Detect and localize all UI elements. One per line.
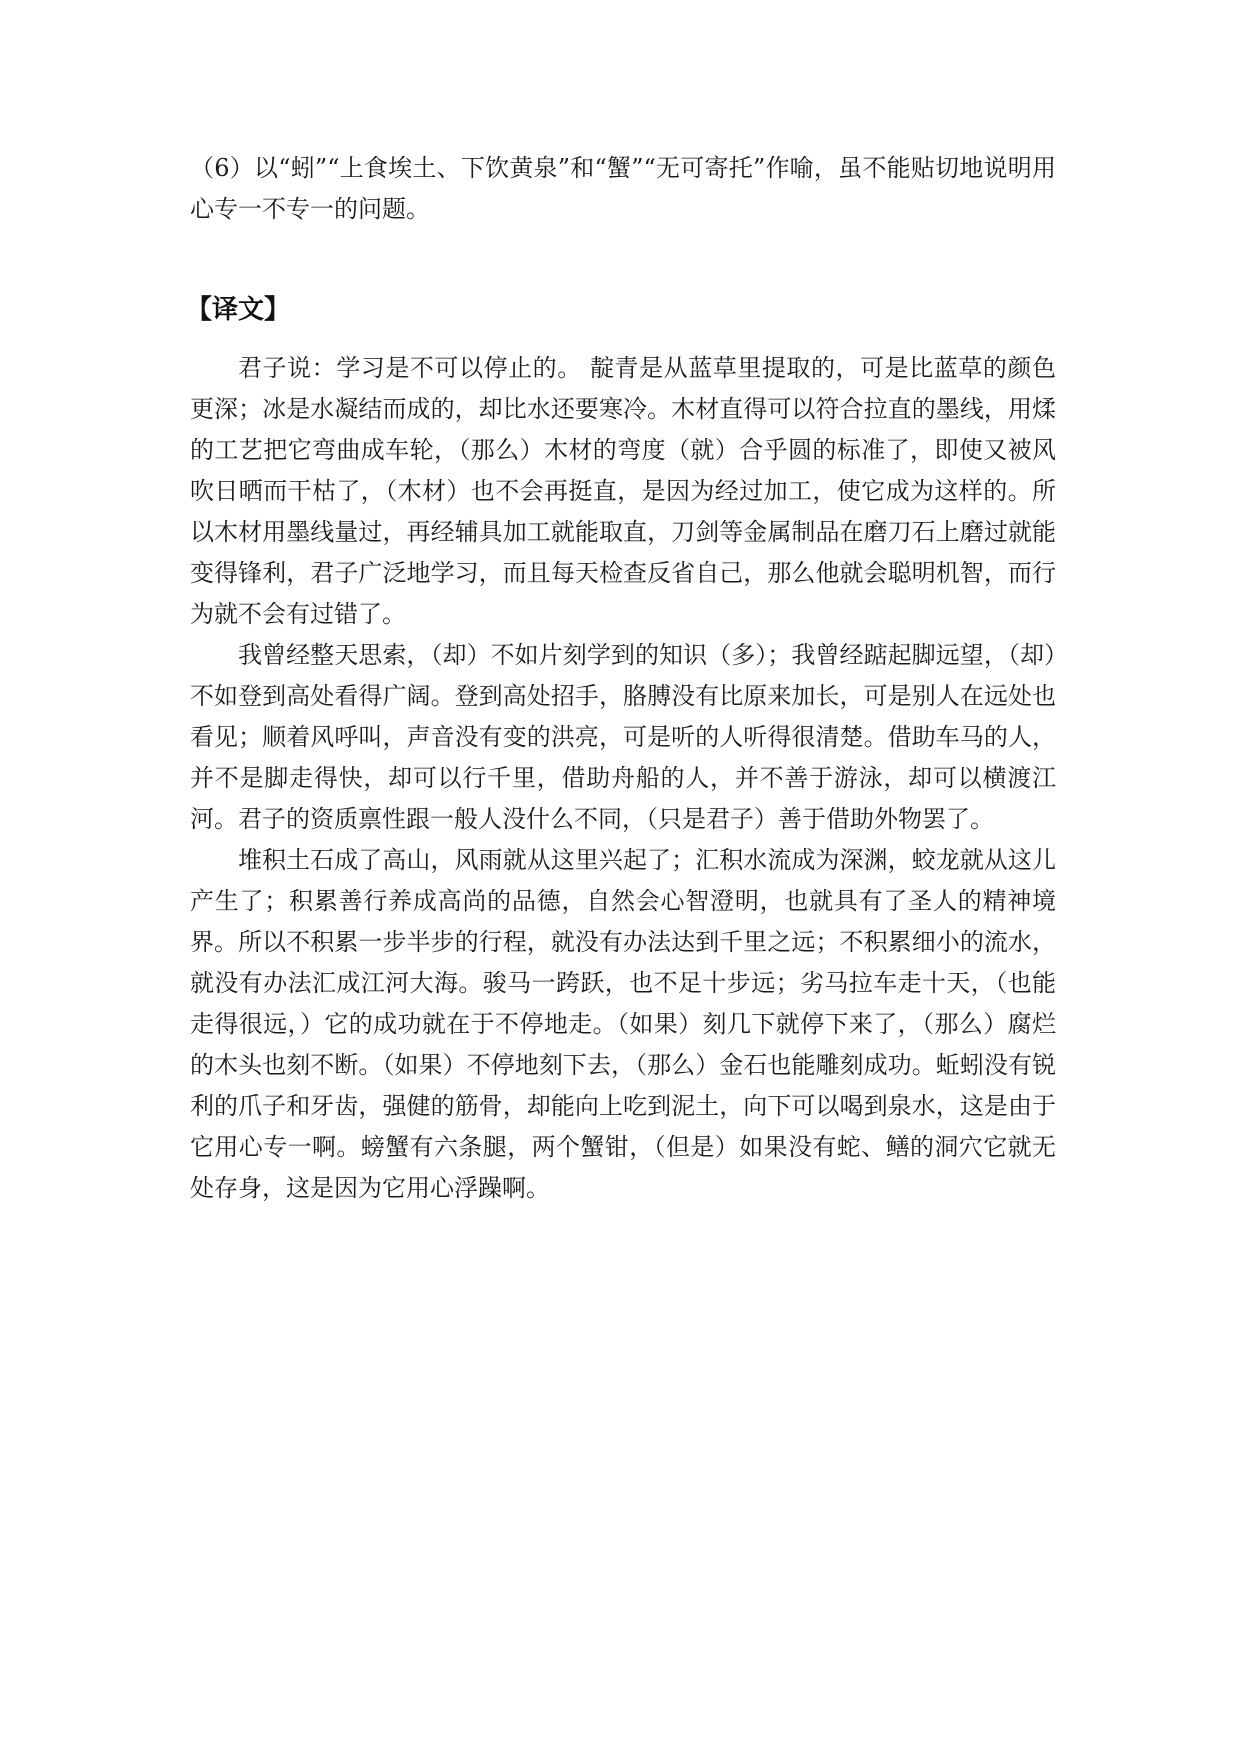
annotation-note-6 — [190, 148, 1056, 230]
translation-paragraph-2: 我曾经整天思索，（却）不如片刻学到的知识（多）；我曾经踮起脚远望，（却）不如登到高处看得广阔。登到高处招手，胳膊没有比原来加长，可是别人在远处也看见；顺着风呼叫，声音没有变的洪亮，可是听的人听得很清楚。借助车马的人，并不是脚走得快，却可以行千里，借助舟船的人，并不善于游泳，却可以横渡江河。君子的资质禀性跟一般人没什么不同，（只是君子）善于借助外物罢了。 — [190, 641, 1056, 833]
translation-heading: 【译文】 — [186, 295, 291, 325]
translation-paragraph-1: 君子说：学习是不可以停止的。 靛青是从蓝草里提取的，可是比蓝草的颜色更深；冰是水凝结而成的，却比水还要寒冷。木材直得可以符合拉直的墨线，用煣的工艺把它弯曲成车轮，（那么）木材的弯度（就）合乎圆的标准了，即使又被风吹日晒而干枯了，（木材）也不会再挺直，是因为经过加工，使它成为这样的。所以木材用墨线量过，再经辅具加工就能取直，刀剑等金属制品在磨刀石上磨过就能变得锋利，君子广泛地学习，而且每天检查反省自己，那么他就会聪明机智，而行为就不会有过错了。 — [190, 354, 1056, 628]
note-6-text: （6）以“蚓”“上食埃土、下饮黄泉”和“蟹”“无可寄托”作喻，虽不能贴切地说明用心专一不专一的问题。 — [190, 154, 1056, 223]
translation-paragraph-3: 堆积土石成了高山，风雨就从这里兴起了；汇积水流成为深渊，蛟龙就从这儿产生了；积累善行养成高尚的品德，自然会心智澄明，也就具有了圣人的精神境界。所以不积累一步半步的行程，就没有办法达到千里之远；不积累细小的流水，就没有办法汇成江河大海。骏马一跨跃，也不足十步远；劣马拉车走十天，（也能走得很远，）它的成功就在于不停地走。（如果）刻几下就停下来了，（那么）腐烂的木头也刻不断。（如果）不停地刻下去，（那么）金石也能雕刻成功。蚯蚓没有锐利的爪子和牙齿，强健的筋骨，却能向上吃到泥土，向下可以喝到泉水，这是由于它用心专一啊。螃蟹有六条腿，两个蟹钳，（但是）如果没有蛇、鳝的洞穴它就无处存身，这是因为它用心浮躁啊。 — [190, 846, 1056, 1202]
translation-body — [190, 348, 1056, 1209]
